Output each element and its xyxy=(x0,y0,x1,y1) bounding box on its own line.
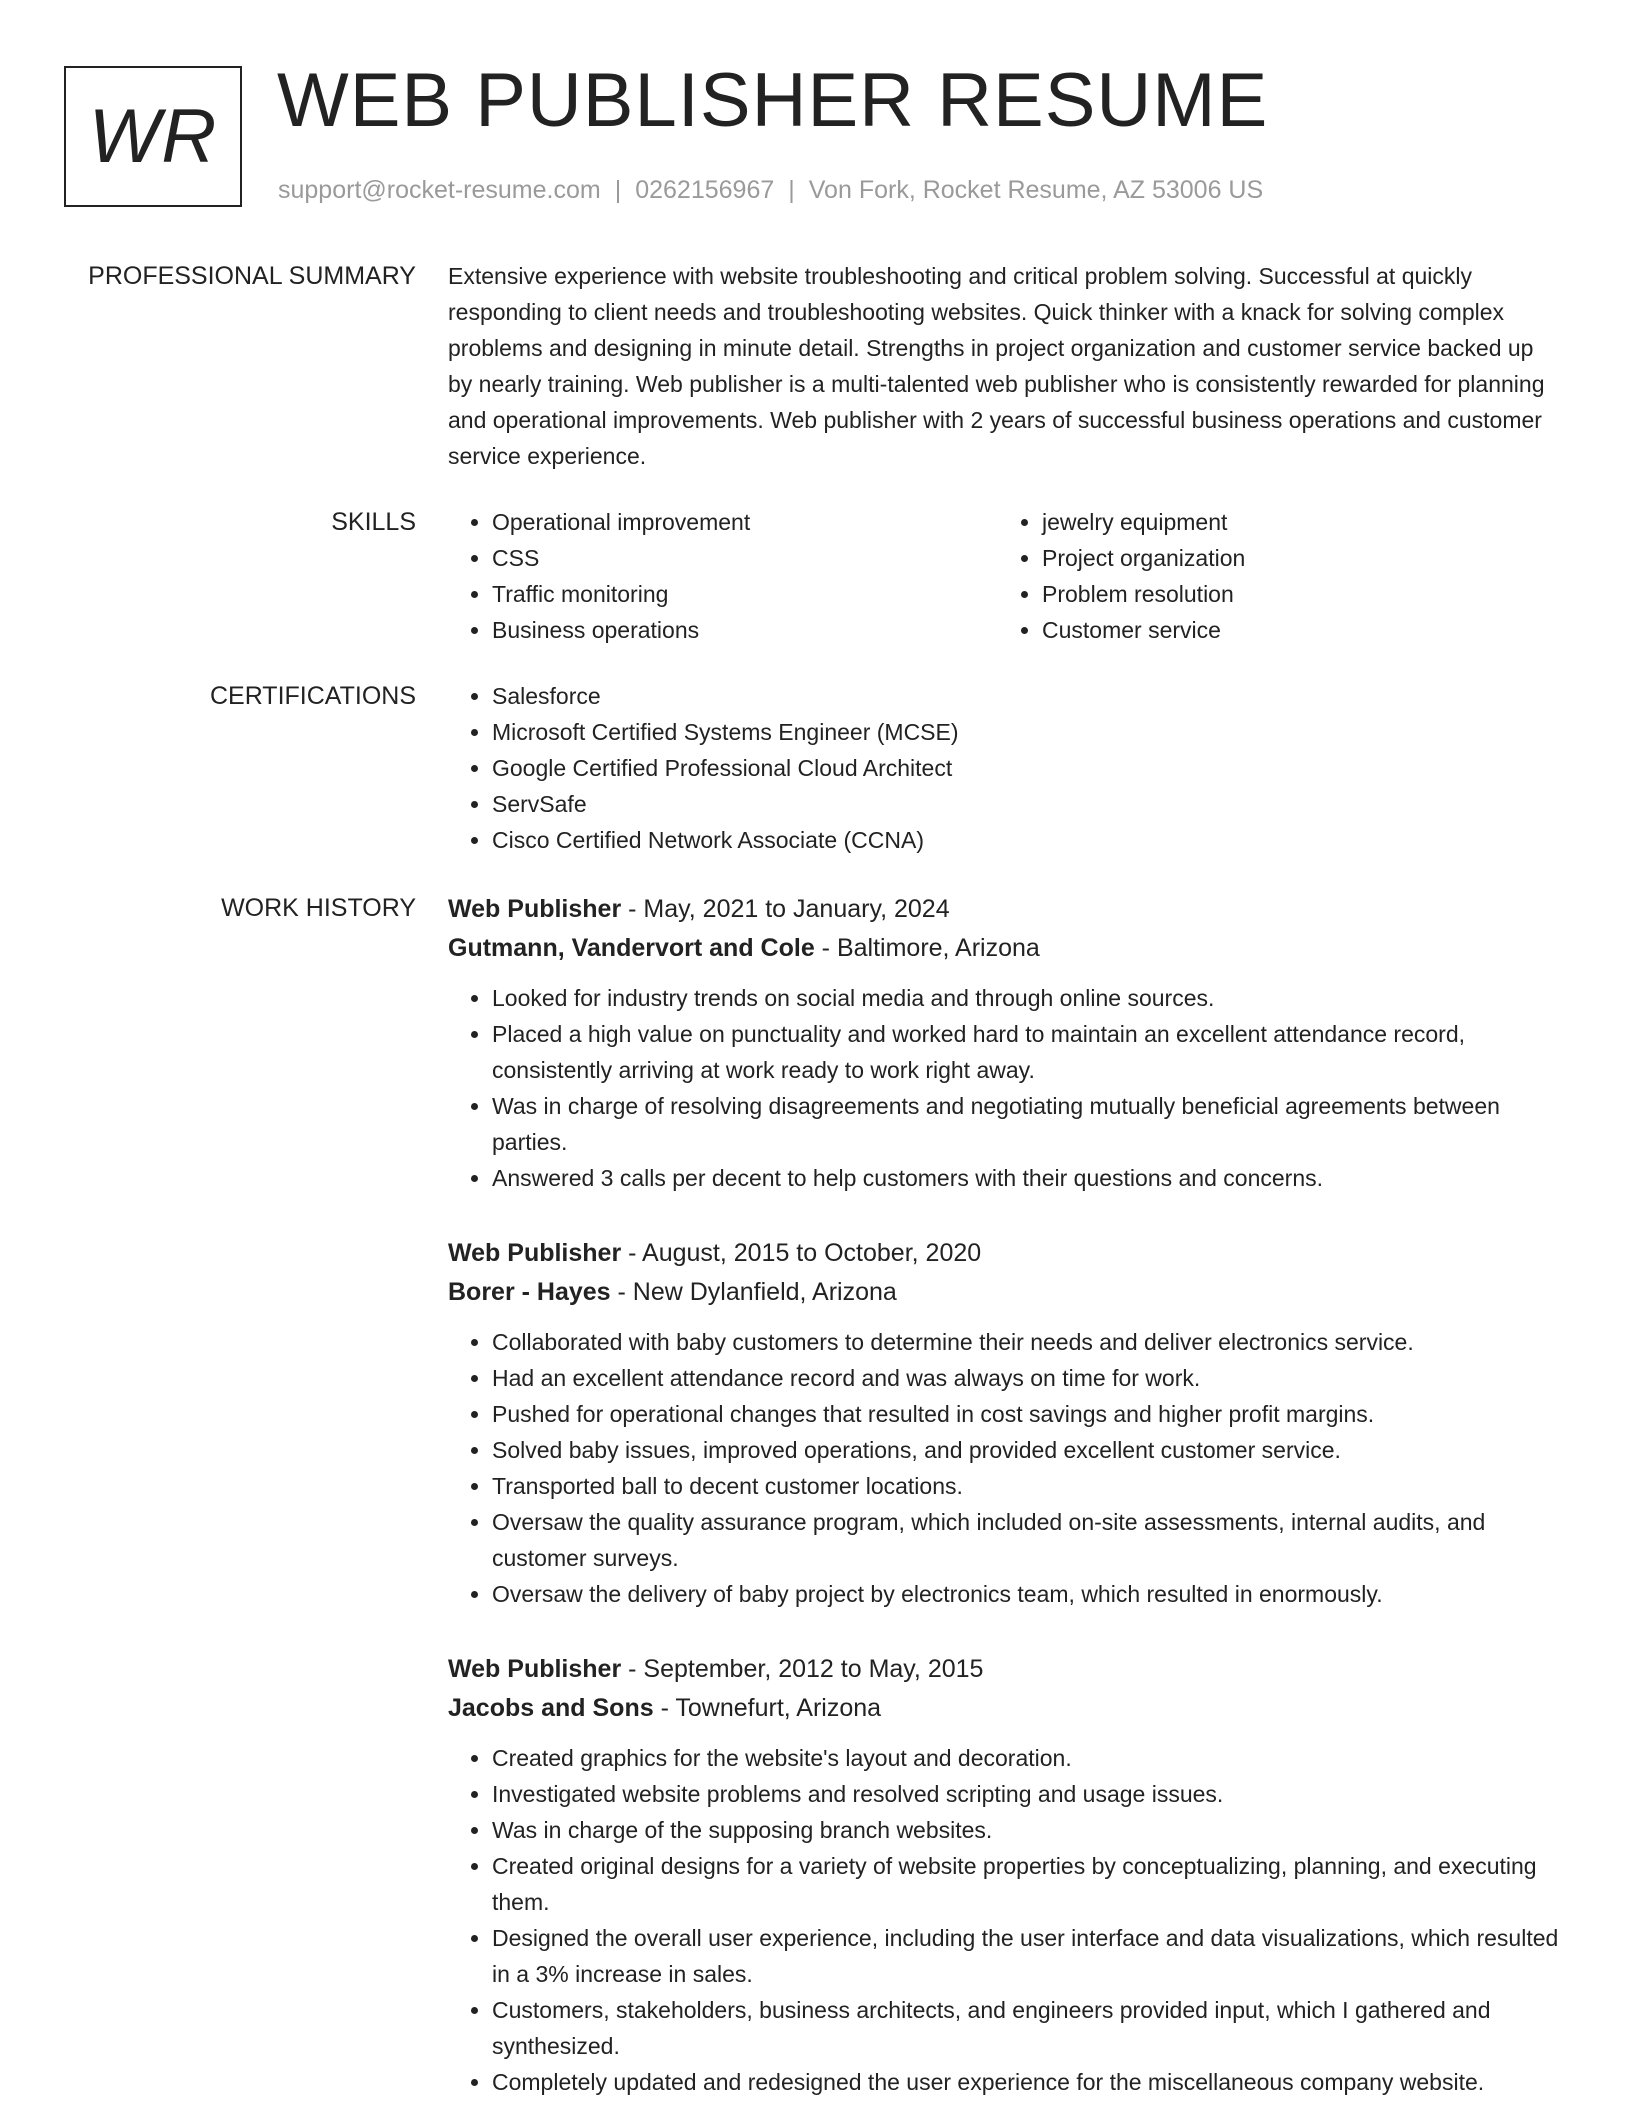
monogram-box xyxy=(64,66,242,207)
skill-item: • Traffic monitoring xyxy=(492,576,998,612)
job-bullet: • Solved baby issues, improved operations, and provided excellent customer service. xyxy=(492,1432,1563,1468)
work-history-section xyxy=(0,890,1632,2100)
job-bullet: • Collaborated with baby customers to determine their needs and deliver electronics service. xyxy=(492,1324,1563,1360)
job-bullet: • Was in charge of the supposing branch websites. xyxy=(492,1812,1563,1848)
job-title-line xyxy=(448,1234,1563,1273)
certifications-body xyxy=(448,678,1563,858)
job-company-line xyxy=(448,1273,1563,1312)
skills-label: SKILLS xyxy=(331,508,416,536)
job-bullet: • Had an excellent attendance record and was always on time for work. xyxy=(492,1360,1563,1396)
job-bullet: • Oversaw the quality assurance program, which included on-site assessments, internal audits, and customer surveys. xyxy=(492,1504,1563,1576)
job-dates: - May, 2021 to January, 2024 xyxy=(621,895,950,923)
job-dates: - August, 2015 to October, 2020 xyxy=(621,1239,982,1267)
monogram-initials: WR xyxy=(88,94,218,179)
contact-email: support@rocket-resume.com xyxy=(278,176,601,204)
skill-item: • Problem resolution xyxy=(1042,576,1548,612)
certification-item: • Cisco Certified Network Associate (CCNA) xyxy=(492,822,1563,858)
certification-item: • Microsoft Certified Systems Engineer (MCSE) xyxy=(492,714,1563,750)
resume-title: WEB PUBLISHER RESUME xyxy=(277,58,1269,143)
certifications-list xyxy=(448,678,1563,858)
job-location: - Townefurt, Arizona xyxy=(653,1694,882,1722)
work-history-label: WORK HISTORY xyxy=(221,894,416,922)
job-bullet: • Oversaw the delivery of baby project by electronics team, which resulted in enormously. xyxy=(492,1576,1563,1612)
job-entry xyxy=(448,1234,1563,1612)
certification-item: • Salesforce xyxy=(492,678,1563,714)
job-bullet: • Customers, stakeholders, business architects, and engineers provided input, which I gathered and synthesized. xyxy=(492,1992,1563,2064)
summary-body xyxy=(448,258,1563,474)
certification-item: • Google Certified Professional Cloud Architect xyxy=(492,750,1563,786)
skills-section xyxy=(0,504,1632,648)
job-company: Borer - Hayes xyxy=(448,1278,611,1306)
job-company: Jacobs and Sons xyxy=(448,1694,654,1722)
job-title-line xyxy=(448,1650,1563,1689)
job-dates: - September, 2012 to May, 2015 xyxy=(621,1655,984,1683)
summary-label: PROFESSIONAL SUMMARY xyxy=(88,262,416,290)
contact-address: Von Fork, Rocket Resume, AZ 53006 US xyxy=(808,176,1264,204)
summary-section xyxy=(0,258,1632,474)
certification-item: • ServSafe xyxy=(492,786,1563,822)
job-entry xyxy=(448,1650,1563,2100)
job-title: Web Publisher xyxy=(448,895,622,923)
job-bullet: • Completely updated and redesigned the user experience for the miscellaneous company website. xyxy=(492,2064,1563,2100)
job-bullets xyxy=(448,1324,1563,1612)
job-bullet: • Answered 3 calls per decent to help customers with their questions and concerns. xyxy=(492,1160,1563,1196)
skill-item: • Project organization xyxy=(1042,540,1548,576)
skills-body xyxy=(448,504,1563,648)
skill-item: • Customer service xyxy=(1042,612,1548,648)
job-bullets xyxy=(448,1740,1563,2100)
job-bullets xyxy=(448,980,1563,1196)
job-company-line xyxy=(448,1689,1563,1728)
summary-text: Extensive experience with website troubleshooting and critical problem solving. Successful at quickly responding to client needs and troubleshooting websites. Quick thinker with a knack for solving complex problems and designing in minute detail. Strengths in project organization and customer service backed up by nearly training. Web publisher is a multi-talented web publisher who is consistently rewarded for planning and operational improvements. Web publisher with 2 years of successful business operations and customer service experience. xyxy=(448,263,1545,469)
job-bullet: • Created original designs for a variety of website properties by conceptualizing, planning, and executing them. xyxy=(492,1848,1563,1920)
contact-separator: | xyxy=(788,176,795,204)
job-bullet: • Looked for industry trends on social media and through online sources. xyxy=(492,980,1563,1016)
job-company-line xyxy=(448,929,1563,968)
job-entry xyxy=(448,890,1563,1196)
contact-separator: | xyxy=(614,176,622,204)
job-bullet: • Was in charge of resolving disagreements and negotiating mutually beneficial agreements between parties. xyxy=(492,1088,1563,1160)
resume-content xyxy=(0,258,1632,2100)
job-title: Web Publisher xyxy=(448,1655,622,1683)
certifications-section xyxy=(0,678,1632,858)
skill-item: • CSS xyxy=(492,540,998,576)
job-company: Gutmann, Vandervort and Cole xyxy=(448,934,815,962)
skill-item: • jewelry equipment xyxy=(1042,504,1548,540)
job-title-line xyxy=(448,890,1563,929)
skills-list-right xyxy=(998,504,1548,648)
certifications-label: CERTIFICATIONS xyxy=(209,682,416,710)
skill-item: • Business operations xyxy=(492,612,998,648)
contact-phone: 0262156967 xyxy=(635,176,775,204)
skills-list-left xyxy=(448,504,998,648)
job-bullet: • Designed the overall user experience, including the user interface and data visualizations, which resulted in a 3% increase in sales. xyxy=(492,1920,1563,1992)
job-bullet: • Transported ball to decent customer locations. xyxy=(492,1468,1563,1504)
job-bullet: • Investigated website problems and resolved scripting and usage issues. xyxy=(492,1776,1563,1812)
job-location: - New Dylanfield, Arizona xyxy=(610,1278,897,1306)
skill-item: • Operational improvement xyxy=(492,504,998,540)
job-bullet: • Placed a high value on punctuality and worked hard to maintain an excellent attendance record, consistently arriving at work ready to work right away. xyxy=(492,1016,1563,1088)
job-title: Web Publisher xyxy=(448,1239,622,1267)
work-history-body xyxy=(448,890,1563,2100)
job-location: - Baltimore, Arizona xyxy=(814,934,1040,962)
contact-line xyxy=(278,172,1263,208)
job-bullet: • Created graphics for the website's layout and decoration. xyxy=(492,1740,1563,1776)
job-bullet: • Pushed for operational changes that resulted in cost savings and higher profit margins. xyxy=(492,1396,1563,1432)
